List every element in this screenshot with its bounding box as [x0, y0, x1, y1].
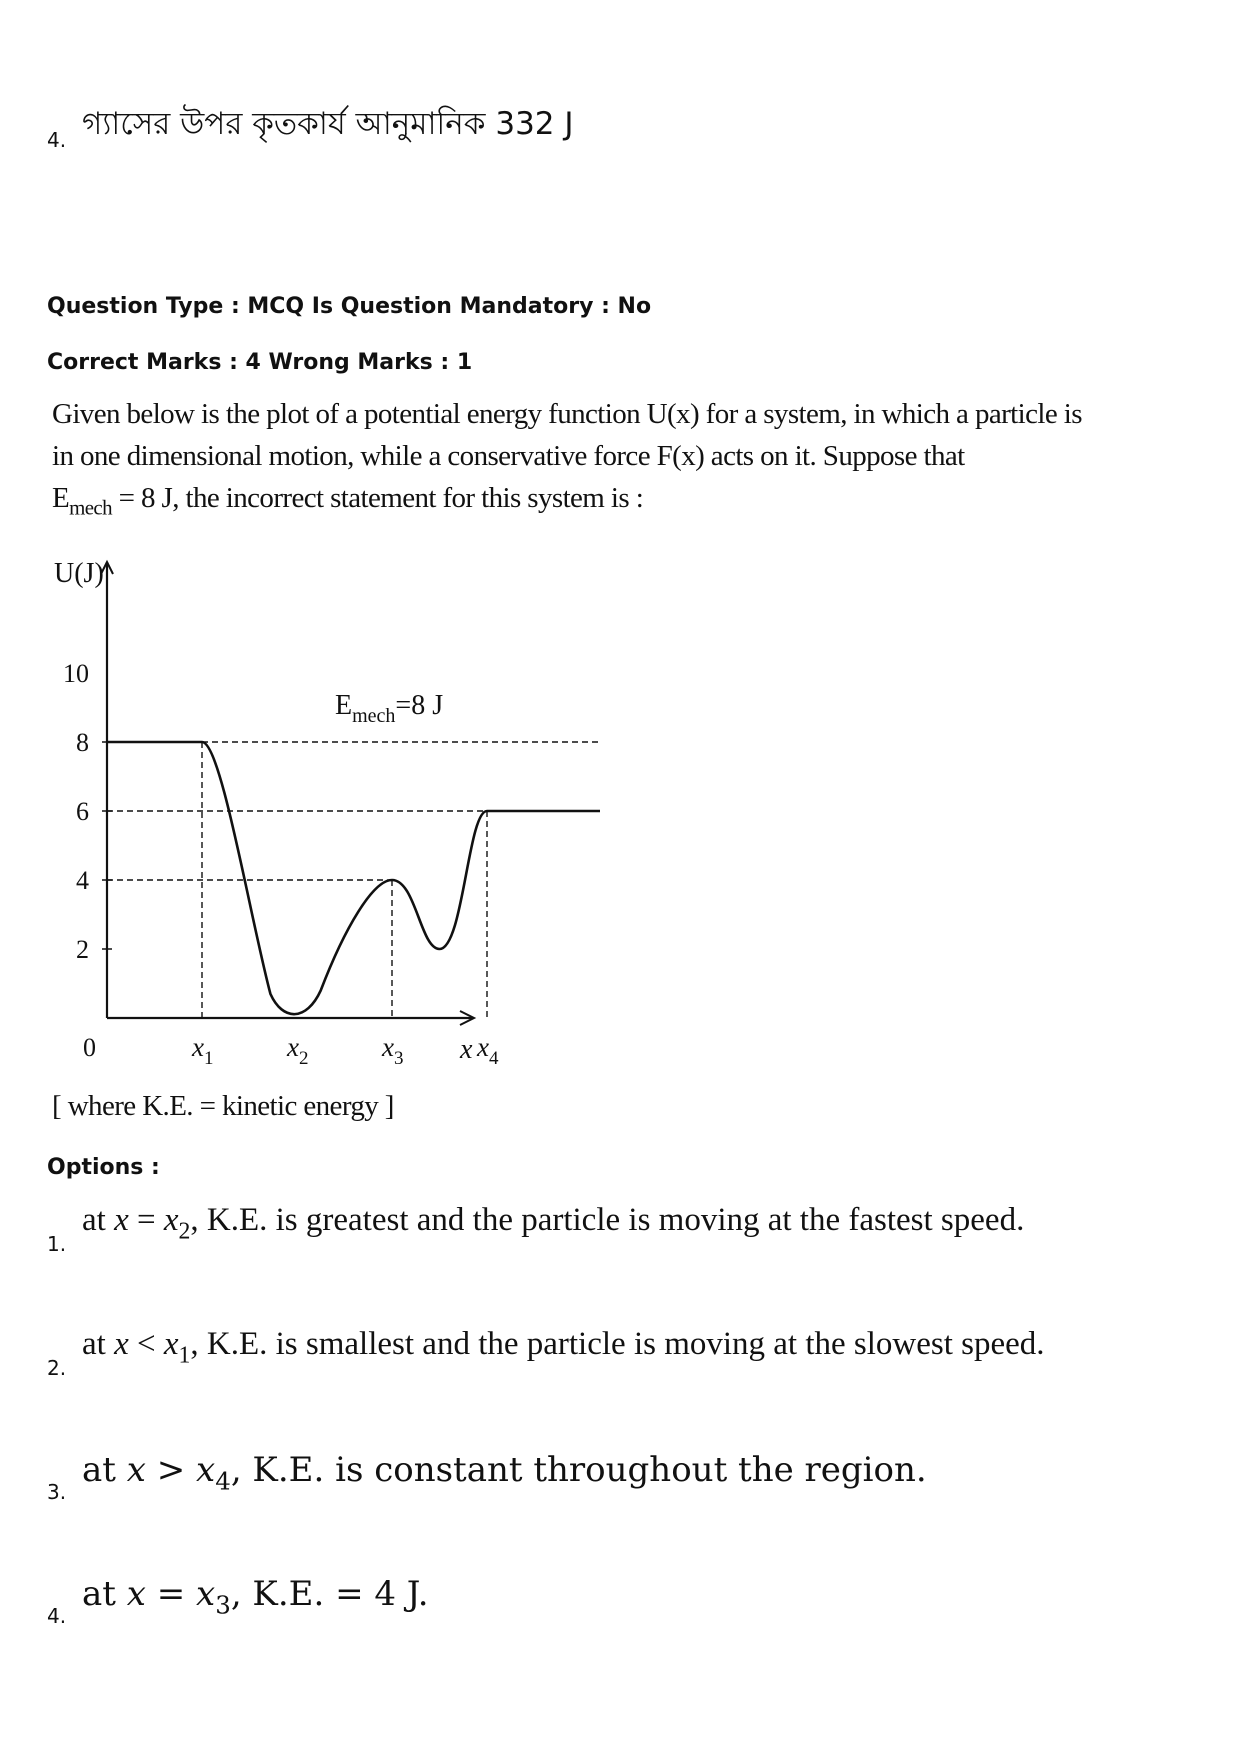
- option-text: at $x < x_1$, K.E. is smallest and the particle is moving at the slowest speed.: [82, 1326, 1045, 1369]
- option-number: 2.: [47, 1356, 67, 1380]
- options-label: Options :: [47, 1155, 160, 1180]
- question-line-3: $E_{mech} = 8$ J, the incorrect statement for this system is :: [52, 482, 644, 520]
- question-line-2: in one dimensional motion, while a conservative force F(x) acts on it. Suppose that: [52, 440, 965, 472]
- option-text: at $x = x_3$, K.E. = 4 J.: [82, 1574, 429, 1620]
- x-tick-label: $x_3$: [382, 1032, 404, 1069]
- y-tick-label: 10: [63, 659, 89, 688]
- x-axis-label: x: [460, 1034, 473, 1065]
- marks-line: Correct Marks : 4 Wrong Marks : 1: [47, 350, 473, 375]
- x-tick-label: $x_2$: [287, 1032, 309, 1069]
- y-tick-label: 4: [76, 866, 89, 895]
- option-text: at $x = x_2$, K.E. is greatest and the particle is moving at the fastest speed.: [82, 1202, 1025, 1245]
- kinetic-energy-note: [ where K.E. = kinetic energy ]: [52, 1090, 394, 1122]
- x-origin-label: 0: [83, 1033, 96, 1062]
- x-tick-label: $x_1$: [192, 1032, 214, 1069]
- option-number: 1.: [47, 1232, 67, 1256]
- potential-energy-chart: [40, 550, 600, 1090]
- option-number: 3.: [47, 1480, 67, 1504]
- prev-option-number: 4.: [47, 128, 67, 152]
- potential-energy-curve: [107, 742, 600, 1014]
- y-axis-label: U(J): [54, 558, 104, 589]
- y-tick-label: 2: [76, 935, 89, 964]
- option-number: 4.: [47, 1604, 67, 1628]
- prev-option-text: গ্যাসের উপর কৃতকার্য আনুমানিক 332 J: [82, 106, 574, 142]
- x-tick-label: $x_4$: [477, 1032, 499, 1069]
- question-line-1: Given below is the plot of a potential energy function U(x) for a system, in which a particle is: [52, 398, 1082, 430]
- option-text: at $x > x_4$, K.E. is constant throughout the region.: [82, 1450, 927, 1496]
- question-type-line: Question Type : MCQ Is Question Mandatory : No: [47, 294, 652, 319]
- y-tick-label: 8: [76, 728, 89, 757]
- emech-annotation: $E_{mech}=8$ J: [335, 690, 444, 727]
- y-tick-label: 6: [76, 797, 89, 826]
